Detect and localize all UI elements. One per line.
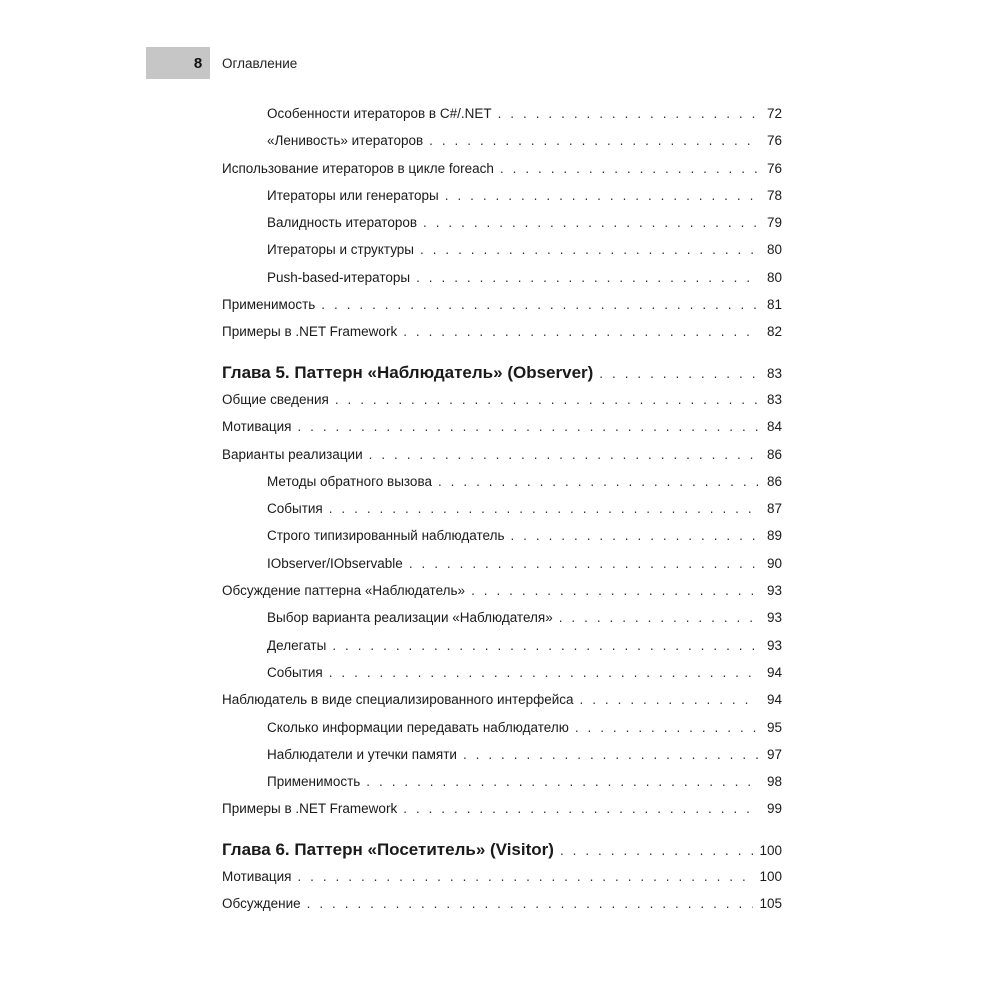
toc-chapter-entry — [222, 359, 782, 386]
toc-entry-page: 87 — [766, 501, 782, 517]
toc-entry-title: Валидность итераторов — [267, 215, 418, 231]
toc-entry-title: Методы обратного вызова — [267, 473, 432, 489]
toc-entry-title: Сколько информации передавать наблюдателю — [267, 719, 569, 735]
toc-entry-title: Обсуждение — [222, 896, 301, 912]
toc-entry-page: 100 — [759, 869, 782, 885]
toc-entry-page: 86 — [766, 473, 782, 489]
dot-leader — [429, 127, 758, 154]
toc-entry-title: Наблюдатель в виде специализированного интерфейса — [222, 692, 574, 708]
dot-leader — [297, 413, 758, 440]
toc-entry-title: Наблюдатели и утечки памяти — [267, 746, 457, 762]
dot-leader — [559, 604, 758, 631]
dot-leader — [560, 837, 754, 864]
toc-entry-page: 105 — [759, 896, 782, 912]
dot-leader — [329, 659, 758, 686]
toc-subsection-entry — [222, 741, 782, 768]
toc-entry-title: События — [267, 501, 323, 517]
toc-entry-title: События — [267, 664, 323, 680]
toc-entry-title: Делегаты — [267, 637, 327, 653]
toc-subsection-entry — [222, 100, 782, 127]
dot-leader — [423, 209, 758, 236]
dot-leader — [463, 741, 758, 768]
toc-entry-title: Мотивация — [222, 869, 292, 885]
section-title: Оглавление — [222, 56, 298, 71]
dot-leader — [329, 495, 758, 522]
toc-entry-page: 93 — [766, 583, 782, 599]
toc-entry-title: Строго типизированный наблюдатель — [267, 528, 505, 544]
toc-entry-title: Применимость — [222, 297, 316, 313]
toc-subsection-entry — [222, 127, 782, 154]
dot-leader — [297, 863, 753, 890]
toc-entry-page: 83 — [766, 391, 782, 407]
toc-entry-page: 98 — [766, 774, 782, 790]
toc-entry-page: 94 — [766, 664, 782, 680]
toc-subsection-entry — [222, 550, 782, 577]
toc-entry-page: 94 — [766, 692, 782, 708]
dot-leader — [420, 236, 758, 263]
toc-subsection-entry — [222, 236, 782, 263]
toc-entry-title: Примеры в .NET Framework — [222, 324, 398, 340]
toc-entry-title: Глава 6. Паттерн «Посетитель» (Visitor) — [222, 839, 554, 859]
toc-entry-title: Обсуждение паттерна «Наблюдатель» — [222, 583, 466, 599]
toc-entry-page: 79 — [766, 215, 782, 231]
toc-section-entry — [222, 863, 782, 890]
table-of-contents — [222, 100, 782, 918]
toc-section-entry — [222, 795, 782, 822]
dot-leader — [369, 441, 758, 468]
toc-subsection-entry — [222, 768, 782, 795]
toc-subsection-entry — [222, 182, 782, 209]
toc-section-entry — [222, 686, 782, 713]
toc-subsection-entry — [222, 468, 782, 495]
toc-entry-page: 90 — [766, 555, 782, 571]
dot-leader — [332, 632, 758, 659]
toc-entry-title: Варианты реализации — [222, 446, 363, 462]
toc-entry-page: 81 — [766, 297, 782, 313]
dot-leader — [366, 768, 758, 795]
toc-entry-page: 95 — [766, 719, 782, 735]
toc-section-entry — [222, 441, 782, 468]
toc-section-entry — [222, 386, 782, 413]
dot-leader — [409, 550, 758, 577]
toc-entry-title: «Ленивость» итераторов — [267, 133, 424, 149]
toc-entry-page: 84 — [766, 419, 782, 435]
toc-entry-page: 93 — [766, 610, 782, 626]
toc-section-entry — [222, 155, 782, 182]
toc-entry-page: 76 — [766, 160, 782, 176]
dot-leader — [335, 386, 758, 413]
page-number: 8 — [193, 55, 203, 72]
toc-entry-title: Использование итераторов в цикле foreach — [222, 160, 494, 176]
toc-section-entry — [222, 890, 782, 917]
toc-subsection-entry — [222, 522, 782, 549]
toc-subsection-entry — [222, 209, 782, 236]
toc-entry-page: 80 — [766, 269, 782, 285]
dot-leader — [438, 468, 758, 495]
toc-entry-title: Итераторы и структуры — [267, 242, 414, 258]
toc-entry-page: 97 — [766, 746, 782, 762]
toc-entry-page: 80 — [766, 242, 782, 258]
toc-entry-page: 99 — [766, 801, 782, 817]
toc-entry-page: 83 — [766, 365, 782, 381]
toc-subsection-entry — [222, 604, 782, 631]
toc-entry-title: Особенности итераторов в C#/.NET — [267, 106, 492, 121]
dot-leader — [580, 686, 758, 713]
toc-subsection-entry — [222, 495, 782, 522]
toc-entry-page: 82 — [766, 324, 782, 340]
toc-entry-title: Выбор варианта реализации «Наблюдателя» — [267, 610, 553, 626]
dot-leader — [403, 795, 758, 822]
dot-leader — [471, 577, 758, 604]
toc-subsection-entry — [222, 659, 782, 686]
toc-entry-page: 72 — [766, 106, 782, 121]
dot-leader — [575, 714, 758, 741]
toc-entry-page: 86 — [766, 446, 782, 462]
toc-entry-title: Итераторы или генераторы — [267, 187, 439, 203]
toc-entry-page: 89 — [766, 528, 782, 544]
toc-subsection-entry — [222, 714, 782, 741]
toc-subsection-entry — [222, 632, 782, 659]
toc-entry-page: 100 — [759, 842, 782, 858]
toc-entry-page: 76 — [766, 133, 782, 149]
dot-leader — [403, 318, 758, 345]
toc-entry-title: Push-based-итераторы — [267, 269, 411, 285]
dot-leader — [445, 182, 758, 209]
toc-section-entry — [222, 413, 782, 440]
dot-leader — [321, 291, 758, 318]
toc-entry-title: Примеры в .NET Framework — [222, 801, 398, 817]
toc-entry-title: Применимость — [267, 774, 361, 790]
toc-chapter-entry — [222, 836, 782, 863]
toc-entry-page: 78 — [766, 187, 782, 203]
toc-subsection-entry — [222, 264, 782, 291]
toc-entry-title: Общие сведения — [222, 391, 329, 407]
toc-entry-page: 93 — [766, 637, 782, 653]
toc-section-entry — [222, 577, 782, 604]
toc-section-entry — [222, 318, 782, 345]
dot-leader — [307, 890, 754, 917]
toc-section-entry — [222, 291, 782, 318]
dot-leader — [510, 522, 758, 549]
toc-entry-title: Мотивация — [222, 419, 292, 435]
toc-entry-title: Глава 5. Паттерн «Наблюдатель» (Observer) — [222, 362, 594, 382]
dot-leader — [500, 155, 758, 182]
toc-entry-title: IObserver/IObservable — [267, 555, 403, 571]
dot-leader — [498, 100, 758, 127]
dot-leader — [416, 264, 758, 291]
dot-leader — [599, 360, 758, 387]
